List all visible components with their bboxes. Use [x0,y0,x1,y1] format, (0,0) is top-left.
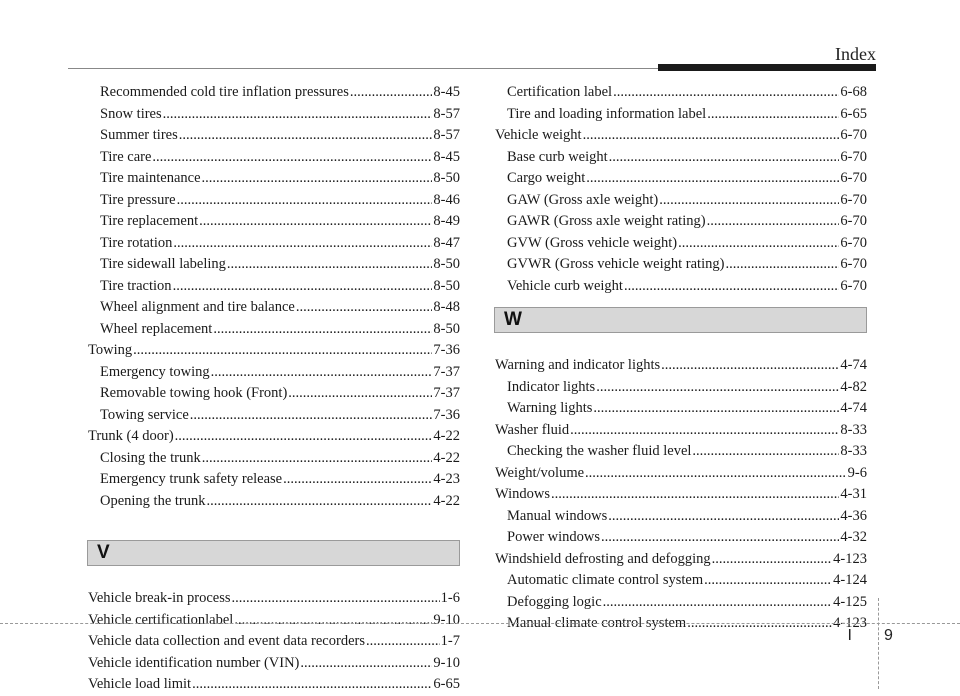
index-entry [88,319,460,341]
index-page-ref: 6-65 [433,676,460,692]
index-page-ref: 8-50 [433,277,460,294]
dot-leader [608,506,839,528]
index-term: Indicator lights [507,378,596,395]
index-term: Windshield defrosting and defogging [495,550,711,567]
index-entry [495,420,867,442]
index-entry [88,362,460,384]
index-page-ref: 4-74 [840,400,867,416]
dot-leader [609,147,840,169]
index-term: Defogging logic [507,593,602,610]
index-entry [495,211,867,233]
dot-leader [190,405,433,427]
index-page-ref: 9-10 [433,654,460,671]
index-entry [88,383,460,405]
dot-leader [601,527,839,549]
index-page-ref: 6-68 [840,84,867,100]
index-entry [88,491,460,513]
index-page-ref: 1-7 [440,633,460,649]
index-page-ref: 4-23 [433,471,460,487]
dot-leader [712,549,832,571]
dot-leader [175,426,433,448]
section-letter-v: V [87,540,460,566]
index-page-ref: 8-33 [840,443,867,459]
index-page-ref: 4-22 [433,449,460,466]
index-term: Towing service [100,406,189,423]
index-term: Towing [88,342,133,358]
index-term: Vehicle certificationlabel [88,611,234,628]
entry-list-bottom [88,588,460,696]
entry-list-top [495,82,867,297]
dot-leader [350,82,433,104]
index-entry [88,82,460,104]
index-page-ref: 4-123 [833,615,867,631]
index-entry [495,355,867,377]
index-entry [88,276,460,298]
page-header-title: Index [835,44,876,64]
index-page-ref: 4-22 [433,492,460,509]
index-page-ref: 4-124 [833,572,867,588]
dot-leader [707,211,840,233]
section-label: I [847,627,852,644]
dot-leader [704,570,832,592]
dot-leader [707,104,839,126]
index-entry [495,147,867,169]
index-term: Manual windows [507,507,608,524]
dot-leader [234,610,432,632]
index-term: GVWR (Gross vehicle weight rating) [507,256,725,272]
dot-leader [624,276,839,298]
dot-leader [163,104,433,126]
index-entry [88,588,460,610]
index-page-ref: 9-10 [433,611,460,628]
index-entry [495,549,867,571]
index-term: Tire pressure [100,191,176,208]
index-term: Vehicle curb weight [507,277,623,294]
index-entry [495,463,867,485]
index-column-left [88,82,460,696]
index-entry [495,168,867,190]
index-entry [88,147,460,169]
index-term: Warning and indicator lights [495,357,661,373]
index-entry [88,125,460,147]
index-entry [88,168,460,190]
dot-leader [603,592,833,614]
index-entry [88,610,460,632]
index-entry [88,469,460,491]
dot-leader [173,276,433,298]
index-entry [495,82,867,104]
index-page-ref: 6-70 [840,170,867,186]
index-entry [88,631,460,653]
index-page-ref: 4-82 [840,378,867,395]
index-term: Recommended cold tire inflation pressures [100,84,349,100]
index-page-ref: 6-70 [840,127,867,143]
dot-leader [583,125,840,147]
index-entry [495,592,867,614]
index-entry [495,506,867,528]
index-term: Trunk (4 door) [88,428,174,444]
index-page-ref: 7-37 [433,385,460,401]
index-page-ref: 6-70 [840,191,867,208]
index-term: Cargo weight [507,170,586,186]
index-entry [495,441,867,463]
index-page-ref: 8-50 [433,320,460,337]
index-page-ref: 6-70 [840,148,867,165]
index-page-ref: 6-70 [840,234,867,251]
index-term: Summer tires [100,127,178,143]
index-term: Tire traction [100,277,172,294]
index-entry [495,527,867,549]
index-page-ref: 6-70 [840,213,867,229]
index-term: Windows [495,486,550,502]
index-term: Vehicle identification number (VIN) [88,654,300,671]
footer-dashed-rule [0,623,960,624]
dot-leader [596,377,839,399]
index-term: Removable towing hook (Front) [100,385,288,401]
index-page-ref: 4-22 [433,428,460,444]
dot-leader [585,463,847,485]
index-page-ref: 4-32 [840,529,867,545]
dot-leader [211,362,433,384]
dot-leader [179,125,433,147]
dot-leader [551,484,839,506]
index-page-ref: 8-50 [433,170,460,186]
index-term: Certification label [507,84,613,100]
index-entry [88,405,460,427]
dot-leader [678,233,839,255]
dot-leader [133,340,432,362]
index-entry [88,254,460,276]
section-letter-w: W [494,307,867,333]
index-page-ref: 8-49 [433,213,460,229]
index-page-ref: 8-46 [433,191,460,208]
dot-leader [366,631,440,653]
entry-list-bottom [495,355,867,635]
index-term: GAW (Gross axle weight) [507,191,659,208]
index-page-ref: 4-36 [840,507,867,524]
index-page-ref: 8-57 [433,127,460,143]
index-entry [88,340,460,362]
dot-leader [213,319,432,341]
index-term: Warning lights [507,400,593,416]
index-page-ref: 7-36 [433,342,460,358]
index-term: Emergency trunk safety release [100,471,283,487]
index-term: GVW (Gross vehicle weight) [507,234,678,251]
index-entry [495,570,867,592]
index-term: Wheel alignment and tire balance [100,299,295,315]
dot-leader [570,420,839,442]
index-term: Tire maintenance [100,170,201,186]
dot-leader [300,653,432,675]
index-term: Vehicle weight [495,127,582,143]
index-term: Vehicle data collection and event data recorders [88,633,365,649]
index-term: Power windows [507,529,601,545]
dot-leader [692,441,839,463]
index-page-ref: 1-6 [440,590,460,606]
index-entry [495,254,867,276]
index-entry [495,125,867,147]
dot-leader [152,147,432,169]
dot-leader [202,168,433,190]
index-page-ref: 9-6 [847,464,867,481]
footer-vertical-rule [878,598,879,689]
dot-leader [173,233,432,255]
index-term: Base curb weight [507,148,608,165]
index-page-ref: 6-70 [840,277,867,294]
index-term: Weight/volume [495,464,585,481]
index-page-ref: 7-36 [433,406,460,423]
dot-leader [288,383,432,405]
index-term: Tire and loading information label [507,105,707,122]
index-entry [88,190,460,212]
index-page-ref: 8-57 [433,105,460,122]
dot-leader [192,674,432,696]
index-term: Checking the washer fluid level [507,443,692,459]
index-term: Tire care [100,148,152,165]
dot-leader [207,491,433,513]
index-entry [88,448,460,470]
dot-leader [283,469,432,491]
index-entry [495,104,867,126]
index-term: Opening the trunk [100,492,206,509]
index-entry [495,233,867,255]
index-entry [88,297,460,319]
index-term: Closing the trunk [100,449,201,466]
index-term: Tire sidewall labeling [100,256,226,272]
index-entry [88,426,460,448]
page-number-value: 9 [884,627,893,644]
index-page-ref: 8-45 [433,148,460,165]
dot-leader [199,211,432,233]
index-term: GAWR (Gross axle weight rating) [507,213,706,229]
index-term: Washer fluid [495,421,570,438]
dot-leader [659,190,839,212]
dot-leader [725,254,839,276]
index-page-ref: 4-31 [840,486,867,502]
index-term: Tire rotation [100,234,173,251]
index-term: Manual climate control system [507,615,687,631]
index-entry [88,211,460,233]
index-page-ref: 4-125 [833,593,867,610]
index-page-ref: 8-48 [433,299,460,315]
index-entry [495,398,867,420]
index-entry [495,190,867,212]
dot-leader [232,588,440,610]
dot-leader [296,297,433,319]
index-page-ref: 6-70 [840,256,867,272]
dot-leader [227,254,432,276]
index-term: Vehicle load limit [88,676,192,692]
index-entry [495,276,867,298]
dot-leader [202,448,433,470]
index-entry [495,377,867,399]
index-page-ref: 8-33 [840,421,867,438]
index-entry [88,674,460,696]
index-page-ref: 8-45 [433,84,460,100]
index-term: Vehicle break-in process [88,590,231,606]
dot-leader [613,82,839,104]
index-column-right [495,82,867,635]
dot-leader [177,190,433,212]
index-entry [495,484,867,506]
dot-leader [593,398,839,420]
header-bar [658,64,876,71]
index-page-ref: 8-47 [433,234,460,251]
index-page-ref: 4-123 [833,550,867,567]
dot-leader [661,355,839,377]
index-term: Snow tires [100,105,162,122]
dot-leader [586,168,839,190]
index-page-ref: 7-37 [433,363,460,380]
index-term: Emergency towing [100,363,210,380]
index-term: Tire replacement [100,213,199,229]
index-page-ref: 6-65 [840,105,867,122]
index-entry [88,653,460,675]
index-page-ref: 8-50 [433,256,460,272]
index-page-ref: 4-74 [840,357,867,373]
index-entry [88,233,460,255]
index-term: Wheel replacement [100,320,213,337]
index-term: Automatic climate control system [507,572,704,588]
entry-list-top [88,82,460,512]
index-entry [88,104,460,126]
